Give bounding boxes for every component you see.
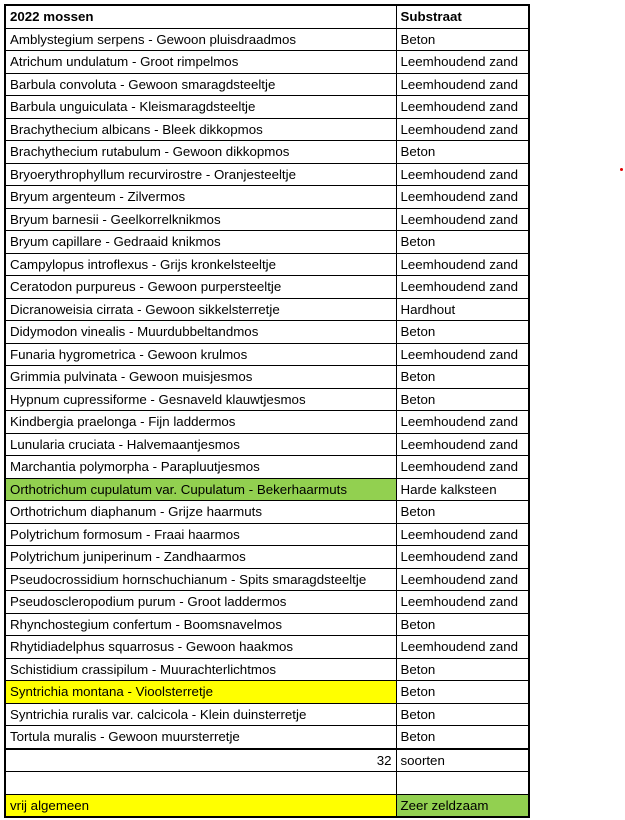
species-name: Orthotrichum diaphanum - Grijze haarmuts xyxy=(5,501,396,524)
species-count: 32 xyxy=(5,749,396,772)
substrate: Beton xyxy=(396,501,529,524)
table-row xyxy=(5,388,529,411)
species-name: Barbula convoluta - Gewoon smaragdsteeltje xyxy=(5,73,396,96)
species-name: Polytrichum formosum - Fraai haarmos xyxy=(5,523,396,546)
count-row xyxy=(5,749,529,772)
species-name: Brachythecium rutabulum - Gewoon dikkopmos xyxy=(5,141,396,164)
table-row xyxy=(5,433,529,456)
species-name: Kindbergia praelonga - Fijn laddermos xyxy=(5,411,396,434)
blank-cell xyxy=(5,772,396,795)
substrate: Leemhoudend zand xyxy=(396,456,529,479)
substrate: Harde kalksteen xyxy=(396,478,529,501)
table-row xyxy=(5,523,529,546)
substrate: Beton xyxy=(396,681,529,704)
legend-row xyxy=(5,794,529,817)
species-name: Syntrichia montana - Vioolsterretje xyxy=(5,681,396,704)
header-row xyxy=(5,5,529,28)
substrate: Beton xyxy=(396,366,529,389)
table-row xyxy=(5,613,529,636)
substrate: Beton xyxy=(396,388,529,411)
species-name: Campylopus introflexus - Grijs kronkelsteeltje xyxy=(5,253,396,276)
blank-row xyxy=(5,772,529,795)
species-name: Ceratodon purpureus - Gewoon purpersteeltje xyxy=(5,276,396,299)
substrate: Beton xyxy=(396,703,529,726)
substrate: Beton xyxy=(396,613,529,636)
table-row xyxy=(5,568,529,591)
substrate: Leemhoudend zand xyxy=(396,591,529,614)
table-row xyxy=(5,366,529,389)
substrate: Beton xyxy=(396,658,529,681)
header-species: 2022 mossen xyxy=(5,5,396,28)
species-name: Funaria hygrometrica - Gewoon krulmos xyxy=(5,343,396,366)
table-row xyxy=(5,118,529,141)
table-row xyxy=(5,591,529,614)
species-name: Brachythecium albicans - Bleek dikkopmos xyxy=(5,118,396,141)
table-row xyxy=(5,681,529,704)
species-name: Bryum argenteum - Zilvermos xyxy=(5,186,396,209)
substrate: Beton xyxy=(396,141,529,164)
table-row xyxy=(5,411,529,434)
table-row xyxy=(5,141,529,164)
species-name: Pseudocrossidium hornschuchianum - Spits smaragdsteeltje xyxy=(5,568,396,591)
substrate: Leemhoudend zand xyxy=(396,276,529,299)
legend-green: Zeer zeldzaam xyxy=(396,794,529,817)
substrate: Hardhout xyxy=(396,298,529,321)
species-name: Lunularia cruciata - Halvemaantjesmos xyxy=(5,433,396,456)
substrate: Leemhoudend zand xyxy=(396,51,529,74)
species-name: Atrichum undulatum - Groot rimpelmos xyxy=(5,51,396,74)
substrate: Leemhoudend zand xyxy=(396,163,529,186)
species-name: Bryum barnesii - Geelkorrelknikmos xyxy=(5,208,396,231)
species-name: Amblystegium serpens - Gewoon pluisdraadmos xyxy=(5,28,396,51)
table-row xyxy=(5,208,529,231)
table-row xyxy=(5,163,529,186)
legend-yellow: vrij algemeen xyxy=(5,794,396,817)
table-row xyxy=(5,478,529,501)
substrate: Leemhoudend zand xyxy=(396,636,529,659)
substrate: Leemhoudend zand xyxy=(396,523,529,546)
species-name: Grimmia pulvinata - Gewoon muisjesmos xyxy=(5,366,396,389)
substrate: Beton xyxy=(396,726,529,749)
species-count-label: soorten xyxy=(396,749,529,772)
species-name: Rhytidiadelphus squarrosus - Gewoon haakmos xyxy=(5,636,396,659)
substrate: Leemhoudend zand xyxy=(396,343,529,366)
table-row xyxy=(5,321,529,344)
species-name: Barbula unguiculata - Kleismaragdsteeltje xyxy=(5,96,396,119)
substrate: Leemhoudend zand xyxy=(396,546,529,569)
table-row xyxy=(5,658,529,681)
species-name: Orthotrichum cupulatum var. Cupulatum - Bekerhaarmuts xyxy=(5,478,396,501)
species-name: Tortula muralis - Gewoon muursterretje xyxy=(5,726,396,749)
table-row xyxy=(5,51,529,74)
header-substrate: Substraat xyxy=(396,5,529,28)
table-row xyxy=(5,456,529,479)
species-name: Dicranoweisia cirrata - Gewoon sikkelsterretje xyxy=(5,298,396,321)
species-name: Polytrichum juniperinum - Zandhaarmos xyxy=(5,546,396,569)
species-name: Hypnum cupressiforme - Gesnaveld klauwtjesmos xyxy=(5,388,396,411)
substrate: Leemhoudend zand xyxy=(396,411,529,434)
table-row xyxy=(5,186,529,209)
substrate: Leemhoudend zand xyxy=(396,186,529,209)
species-name: Pseudoscleropodium purum - Groot laddermos xyxy=(5,591,396,614)
table-row xyxy=(5,501,529,524)
substrate: Beton xyxy=(396,231,529,254)
table-row xyxy=(5,298,529,321)
table-row xyxy=(5,726,529,749)
species-name: Marchantia polymorpha - Parapluutjesmos xyxy=(5,456,396,479)
table-row xyxy=(5,28,529,51)
substrate: Leemhoudend zand xyxy=(396,208,529,231)
substrate: Leemhoudend zand xyxy=(396,118,529,141)
species-rows xyxy=(5,28,529,749)
blank-cell xyxy=(396,772,529,795)
substrate: Leemhoudend zand xyxy=(396,96,529,119)
substrate: Leemhoudend zand xyxy=(396,73,529,96)
table-row xyxy=(5,231,529,254)
table-row xyxy=(5,276,529,299)
table-row xyxy=(5,96,529,119)
red-dot-mark xyxy=(620,168,623,171)
table-row xyxy=(5,73,529,96)
substrate: Beton xyxy=(396,28,529,51)
species-name: Syntrichia ruralis var. calcicola - Klein duinsterretje xyxy=(5,703,396,726)
table-row xyxy=(5,546,529,569)
table-row xyxy=(5,253,529,276)
table-row xyxy=(5,636,529,659)
substrate: Leemhoudend zand xyxy=(396,253,529,276)
table-row xyxy=(5,343,529,366)
substrate: Leemhoudend zand xyxy=(396,568,529,591)
moss-species-table xyxy=(4,4,530,818)
species-name: Didymodon vinealis - Muurdubbeltandmos xyxy=(5,321,396,344)
species-name: Bryum capillare - Gedraaid knikmos xyxy=(5,231,396,254)
table-row xyxy=(5,703,529,726)
substrate: Leemhoudend zand xyxy=(396,433,529,456)
species-name: Schistidium crassipilum - Muurachterlichtmos xyxy=(5,658,396,681)
species-name: Rhynchostegium confertum - Boomsnavelmos xyxy=(5,613,396,636)
substrate: Beton xyxy=(396,321,529,344)
species-name: Bryoerythrophyllum recurvirostre - Oranjesteeltje xyxy=(5,163,396,186)
